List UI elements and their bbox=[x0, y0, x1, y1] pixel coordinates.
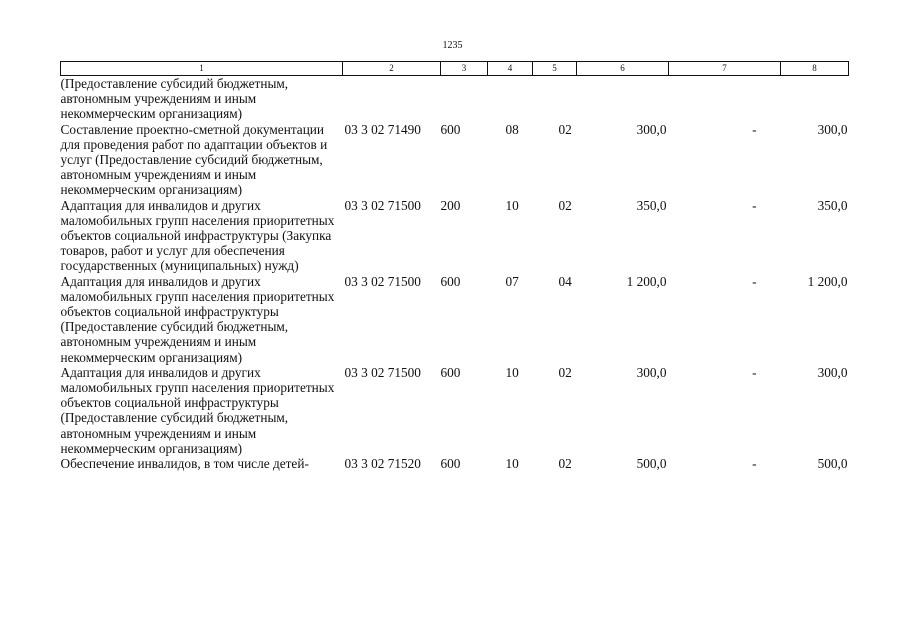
column-header-6: 6 bbox=[577, 62, 669, 76]
row-col-6: 300,0 bbox=[636, 121, 667, 137]
row-col-3: 600 bbox=[440, 273, 461, 289]
row-col-5: 02 bbox=[558, 364, 572, 380]
row-code: 03 3 02 71500 bbox=[344, 197, 421, 213]
row-col-5: 02 bbox=[558, 456, 572, 472]
row-code: 03 3 02 71520 bbox=[344, 456, 421, 472]
column-header-4: 4 bbox=[488, 62, 533, 76]
row-col-4: 10 bbox=[505, 364, 519, 380]
row-col-8: 1 200,0 bbox=[807, 273, 848, 289]
page-number: 1235 bbox=[442, 40, 463, 51]
row-description: Адаптация для инвалидов и других маломобильных групп населения приоритетных объектов социальной инфраструктуры (Предоставление субсидий бюджетным, автономным учреждениям и иным некоммерческим организациям) bbox=[60, 364, 335, 456]
row-col-4: 07 bbox=[505, 273, 519, 289]
row-col-7 bbox=[669, 76, 781, 122]
row-col-6 bbox=[577, 76, 669, 122]
table-row bbox=[61, 365, 849, 456]
row-col-8: 350,0 bbox=[817, 197, 848, 213]
row-description: (Предоставление субсидий бюджетным, автономным учреждениям и иным некоммерческим организациям) bbox=[60, 76, 289, 122]
column-header-1: 1 bbox=[61, 62, 343, 76]
table-row bbox=[61, 274, 849, 365]
row-col-5: 02 bbox=[558, 197, 572, 213]
row-description: Адаптация для инвалидов и других маломобильных групп населения приоритетных объектов социальной инфраструктуры (Предоставление субсидий бюджетным, автономным учреждениям и иным некоммерческим организациям) bbox=[60, 273, 335, 365]
row-col-8: 300,0 bbox=[817, 121, 848, 137]
row-code: 03 3 02 71490 bbox=[344, 121, 421, 137]
row-description: Составление проектно-сметной документации для проведения работ по адаптации объектов и услуг (Предоставление субсидий бюджетным, автономным учреждениям и иным некоммерческим организациям) bbox=[60, 121, 328, 198]
row-col-4 bbox=[488, 76, 533, 122]
table-row bbox=[61, 198, 849, 274]
row-col-8: 500,0 bbox=[817, 456, 848, 472]
column-header-8: 8 bbox=[781, 62, 849, 76]
row-col-3: 600 bbox=[440, 456, 461, 472]
row-col-3 bbox=[441, 76, 488, 122]
table-row bbox=[61, 456, 849, 471]
row-col-4: 08 bbox=[505, 121, 519, 137]
row-col-3: 600 bbox=[440, 121, 461, 137]
row-col-7: - bbox=[752, 364, 757, 380]
row-col-7: - bbox=[752, 197, 757, 213]
row-col-7: - bbox=[752, 121, 757, 137]
row-col-5: 02 bbox=[558, 121, 572, 137]
row-col-4: 10 bbox=[505, 456, 519, 472]
row-col-6: 1 200,0 bbox=[626, 273, 667, 289]
row-col-5: 04 bbox=[558, 273, 572, 289]
table-row bbox=[61, 122, 849, 198]
row-col-6: 500,0 bbox=[636, 456, 667, 472]
row-col-3: 600 bbox=[440, 364, 461, 380]
row-col-8 bbox=[781, 76, 849, 122]
column-number-row bbox=[61, 62, 849, 76]
row-code: 03 3 02 71500 bbox=[344, 364, 421, 380]
row-code: 03 3 02 71500 bbox=[344, 273, 421, 289]
row-col-4: 10 bbox=[505, 197, 519, 213]
column-header-2: 2 bbox=[343, 62, 441, 76]
row-col-7: - bbox=[752, 273, 757, 289]
column-header-5: 5 bbox=[533, 62, 577, 76]
column-header-7: 7 bbox=[669, 62, 781, 76]
row-col-7: - bbox=[752, 456, 757, 472]
row-col-6: 350,0 bbox=[636, 197, 667, 213]
row-col-8: 300,0 bbox=[817, 364, 848, 380]
row-col-5 bbox=[533, 76, 577, 122]
budget-table bbox=[60, 61, 849, 471]
row-code bbox=[343, 76, 441, 122]
column-header-3: 3 bbox=[441, 62, 488, 76]
row-description: Обеспечение инвалидов, в том числе детей- bbox=[60, 456, 309, 472]
row-col-6: 300,0 bbox=[636, 364, 667, 380]
row-col-3: 200 bbox=[440, 197, 461, 213]
table-row bbox=[61, 76, 849, 122]
row-description: Адаптация для инвалидов и других маломобильных групп населения приоритетных объектов социальной инфраструктуры (Закупка товаров, работ и услуг для обеспечения государственных (муниципальных) нужд) bbox=[60, 197, 335, 274]
